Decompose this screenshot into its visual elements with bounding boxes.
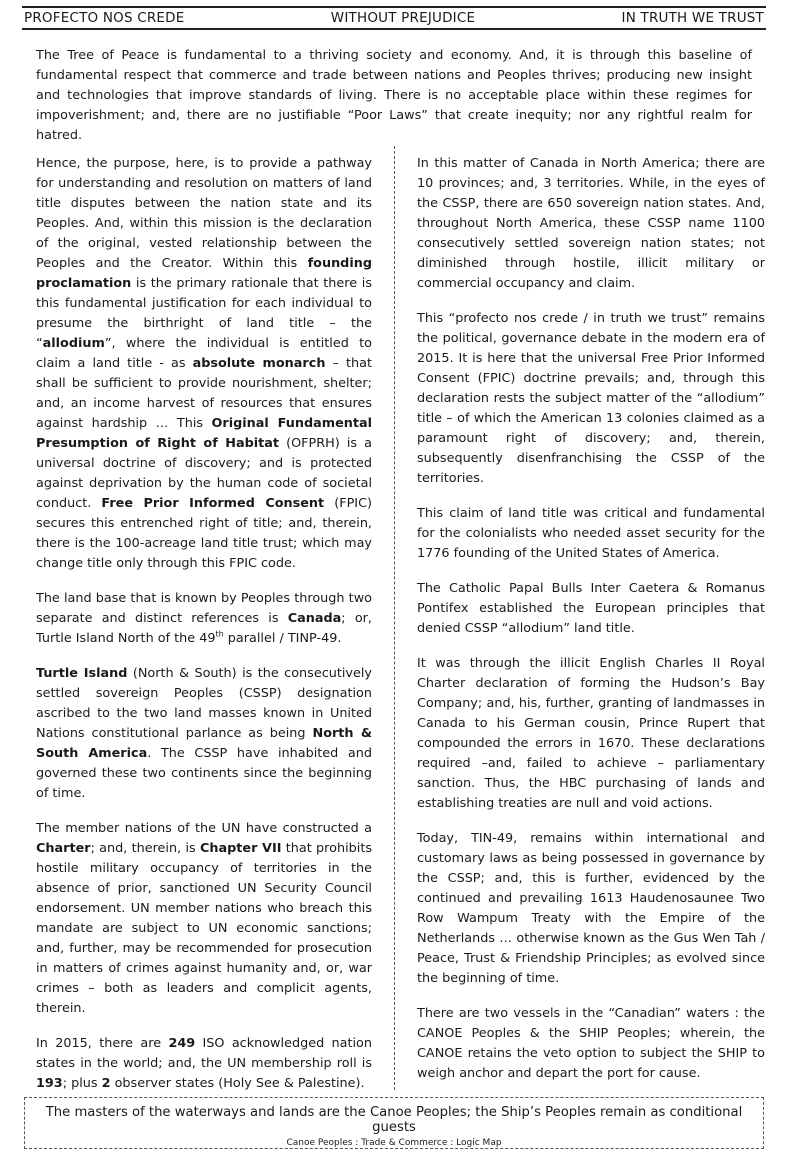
left-paragraph-2: The land base that is known by Peoples through two separate and distinct references is Canada; or, Turtle Island North of the 49th parallel / TINP-49. <box>36 591 372 646</box>
header-left-motto: PROFECTO NOS CREDE <box>24 10 185 26</box>
right-paragraph-6: Today, TIN-49, remains within international and customary laws as being possessed in governance by the CSSP; and, this is further, evidenced by the continued and prevailing 1613 Haudenosaunee Two Row Wampum Treaty with the Empire of the Netherlands … otherwise known as the Gus Wen Tah / Peace, Trust & Friendship Principles; as evolved since the beginning of time. <box>417 831 765 986</box>
right-column <box>417 154 765 1099</box>
footer-box <box>24 1097 764 1149</box>
header-right-motto: IN TRUTH WE TRUST <box>621 10 764 26</box>
footer-statement: The masters of the waterways and lands are the Canoe Peoples; the Ship’s Peoples remain as conditional guests <box>45 1105 743 1135</box>
left-column <box>36 154 372 1109</box>
left-paragraph-5: In 2015, there are 249 ISO acknowledged nation states in the world; and, the UN membership roll is 193; plus 2 observer states (Holy See & Palestine). <box>36 1036 372 1091</box>
page-header <box>22 6 766 30</box>
left-paragraph-1: Hence, the purpose, here, is to provide a pathway for understanding and resolution on matters of land title disputes between the nation state and its Peoples. And, within this mission is the declaration of the original, vested relationship between the Peoples and the Creator. Within this founding proclamation is the primary rationale that there is this fundamental justification for each individual to presume the birthright of land title – the “allodium”, where the individual is entitled to claim a land title - as absolute monarch – that shall be sufficient to provide nourishment, shelter; and, an income harvest of resources that ensures against hardship … This Original Fundamental Presumption of Right of Habitat (OFPRH) is a universal doctrine of discovery; and is protected against deprivation by the human code of societal conduct. Free Prior Informed Consent (FPIC) secures this entrenched right of title; and, therein, there is the 100-acreage land title trust; which may change title only through this FPIC code. <box>36 156 372 571</box>
right-paragraph-1: In this matter of Canada in North America; there are 10 provinces; and, 3 territories. While, in the eyes of the CSSP, there are 650 sovereign nation states. And, throughout North America, these CSSP name 1100 consecutively settled sovereign nation states; not diminished through hostile, illicit military or commercial occupancy and claim. <box>417 156 765 291</box>
left-paragraph-4: The member nations of the UN have constructed a Charter; and, therein, is Chapter VII that prohibits hostile military occupancy of territories in the absence of prior, sanctioned UN Security Council endorsement. UN member nations who breach this mandate are subject to UN economic sanctions; and, further, may be recommended for prosecution in matters of crimes against humanity and, or, war crimes – both as leaders and complicit agents, therein. <box>36 821 372 1016</box>
intro-paragraph: The Tree of Peace is fundamental to a thriving society and economy. And, it is through this baseline of fundamental respect that commerce and trade between nations and Peoples thrives; producing new insight and technologies that improve standards of living. There is no acceptable place within these regimes for impoverishment; and, there are no justifiable “Poor Laws” that create inequity; nor any rightful realm for hatred. <box>36 48 752 143</box>
column-divider <box>394 146 395 1090</box>
right-paragraph-5: It was through the illicit English Charles II Royal Charter declaration of forming the Hudson’s Bay Company; and, his, further, granting of landmasses in Canada to his German cousin, Prince Rupert that compounded the errors in 1670. These declarations required –and, failed to achieve – parliamentary sanction. Thus, the HBC purchasing of lands and establishing treaties are null and void actions. <box>417 656 765 811</box>
header-center-notice: WITHOUT PREJUDICE <box>330 10 476 26</box>
right-paragraph-7: There are two vessels in the “Canadian” waters : the CANOE Peoples & the SHIP Peoples; wherein, the CANOE retains the veto option to subject the SHIP to weigh anchor and depart the port for cause. <box>417 1006 765 1081</box>
right-paragraph-2: This “profecto nos crede / in truth we trust” remains the political, governance debate in the modern era of 2015. It is here that the universal Free Prior Informed Consent (FPIC) doctrine prevails; and, through this declaration rests the subject matter of the “allodium” title – of which the American 13 colonies claimed as a paramount right of discovery; and, therein, subsequently disenfranchising the CSSP of the territories. <box>417 311 765 486</box>
right-paragraph-3: This claim of land title was critical and fundamental for the colonialists who needed asset security for the 1776 founding of the United States of America. <box>417 506 765 561</box>
right-paragraph-4: The Catholic Papal Bulls Inter Caetera & Romanus Pontifex established the European principles that denied CSSP “allodium” land title. <box>417 581 765 636</box>
footer-caption: Canoe Peoples : Trade & Commerce : Logic Map <box>286 1138 502 1148</box>
left-paragraph-3: Turtle Island (North & South) is the consecutively settled sovereign Peoples (CSSP) designation ascribed to the two land masses known in United Nations constitutional parlance as being North & South America. The CSSP have inhabited and governed these two continents since the beginning of time. <box>36 666 373 801</box>
